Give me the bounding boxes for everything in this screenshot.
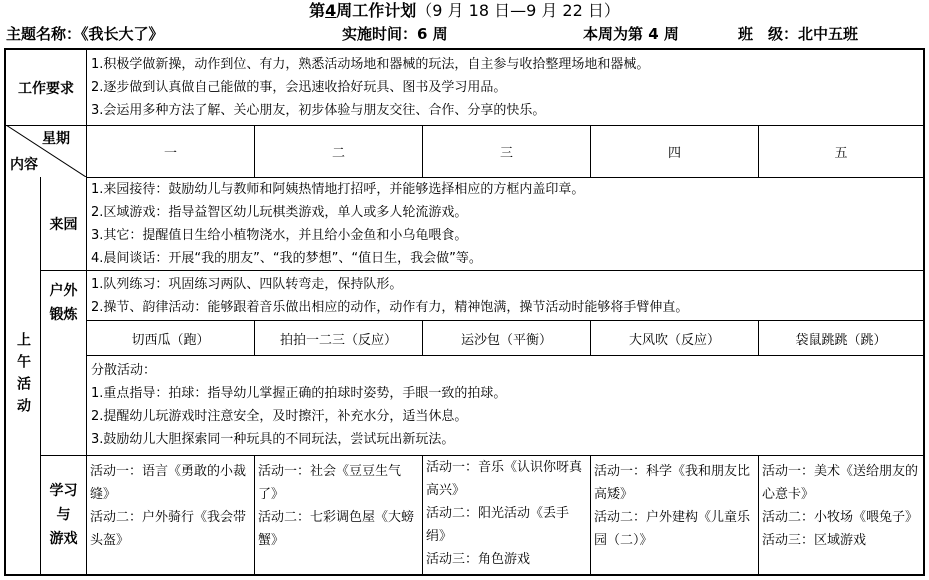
title-suffix: 周工作计划 <box>336 1 417 20</box>
requirements-list <box>87 53 923 125</box>
study-activity: 活动二：户外骑行《我会带头盔》 <box>90 510 247 548</box>
study-day-wednesday <box>423 456 590 574</box>
title-prefix: 第 <box>309 1 326 20</box>
study-day-friday <box>759 456 923 574</box>
requirements-label: 工作要求 <box>18 80 74 97</box>
scattered-item: 1.重点指导：拍球：指导幼儿掌握正确的拍球时姿势，手眼一致的拍球。 <box>91 386 507 401</box>
study-activity: 活动三：区域游戏 <box>762 533 867 548</box>
study-activity: 活动一：美术《送给朋友的心意卡》 <box>762 464 919 502</box>
duration: 实施时间：6 周 <box>342 25 448 43</box>
outdoor-item: 1.队列练习：巩固练习两队、四队转弯走，保持队形。 <box>91 277 403 292</box>
weekday-header: 一 <box>163 146 177 161</box>
outdoor-item: 2.操节、韵律活动：能够跟着音乐做出相应的动作，动作有力，精神饱满，操节活动时能够将手臂伸直。 <box>91 300 689 315</box>
study-day-tuesday <box>255 456 422 574</box>
study-activity: 活动二：户外建构《儿童乐园（二）》 <box>594 510 751 548</box>
study-day-thursday <box>591 456 758 574</box>
arrival-item: 1.来园接待：鼓励幼儿与教师和阿姨热情地打招呼，并能够选择相应的方框内盖印章。 <box>91 182 585 197</box>
arrival-list <box>87 178 923 270</box>
date-range: （9 月 18 日—9 月 22 日） <box>416 1 620 20</box>
weekday-header: 三 <box>499 146 513 161</box>
scattered-item: 2.提醒幼儿玩游戏时注意安全，及时擦汗，补充水分，适当休息。 <box>91 409 468 424</box>
arrival-item: 4.晨间谈话：开展“我的朋友”、“我的梦想”、“值日生，我会做”等。 <box>91 251 482 266</box>
outdoor-label: 户外锻炼 <box>49 283 78 323</box>
requirement-item: 1.积极学做新操，动作到位、有力，熟悉活动场地和器械的玩法，自主参与收拾整理场地和器械。 <box>91 57 650 72</box>
corner-content-label: 内容 <box>10 157 38 173</box>
study-activity: 活动一：科学《我和朋友比高矮》 <box>594 464 751 502</box>
requirement-item: 3.会运用多种方法了解、关心朋友，初步体验与朋友交往、合作、分享的快乐。 <box>91 103 546 118</box>
arrival-item: 2.区域游戏：指导益智区幼儿玩棋类游戏，单人或多人轮流游戏。 <box>91 205 468 220</box>
corner-weekday-label: 星期 <box>42 131 70 147</box>
outdoor-game: 袋鼠跳跳（跳） <box>795 332 887 348</box>
week-number: 4 <box>325 1 337 20</box>
study-activity: 活动一：音乐《认识你呀真高兴》 <box>426 460 583 498</box>
weekday-header: 五 <box>834 146 848 161</box>
study-label-top: 学习 <box>49 483 78 499</box>
outdoor-game: 切西瓜（跑） <box>131 332 210 348</box>
study-day-monday <box>87 456 254 574</box>
study-label <box>41 456 86 574</box>
plan-info-line <box>0 23 929 45</box>
study-activity: 活动一：社会《豆豆生气了》 <box>258 464 402 502</box>
page-title <box>0 0 929 22</box>
weekly-plan-table <box>4 48 925 576</box>
scattered-item: 3.鼓励幼儿大胆探索同一种玩具的不同玩法，尝试玩出新玩法。 <box>91 432 455 447</box>
study-activity: 活动三：角色游戏 <box>426 552 531 567</box>
outdoor-game: 运沙包（平衡） <box>460 332 552 348</box>
current-week: 本周为第 4 周 <box>583 25 679 43</box>
outdoor-game: 大风吹（反应） <box>628 332 720 348</box>
study-label-bottom: 游戏 <box>49 531 78 547</box>
scattered-title: 分散活动： <box>91 363 157 378</box>
arrival-label: 来园 <box>49 217 78 233</box>
weekday-header: 二 <box>331 146 345 161</box>
outdoor-game: 拍拍一二三（反应） <box>279 332 397 348</box>
class-info: 班 级：北中五班 <box>738 25 859 43</box>
study-activity: 活动二：小牧场《喂兔子》 <box>762 510 919 525</box>
theme-name: 主题名称：《我长大了》 <box>6 25 164 43</box>
requirement-item: 2.逐步做到认真做自己能做的事，会迅速收拾好玩具、图书及学习用品。 <box>91 80 507 95</box>
outdoor-list <box>87 273 923 320</box>
morning-activities-label: 上午活动 <box>15 332 31 420</box>
weekday-header: 四 <box>667 146 681 161</box>
scattered-activities <box>87 359 923 455</box>
study-activity: 活动一：语言《勇敢的小裁缝》 <box>90 464 247 502</box>
study-activity: 活动二：七彩调色屋《大螃蟹》 <box>258 510 415 548</box>
study-label-mid: 与 <box>56 507 71 523</box>
study-activity: 活动二：阳光活动《丢手绢》 <box>426 506 570 544</box>
arrival-item: 3.其它：提醒值日生给小植物浇水，并且给小金鱼和小乌龟喂食。 <box>91 228 468 243</box>
